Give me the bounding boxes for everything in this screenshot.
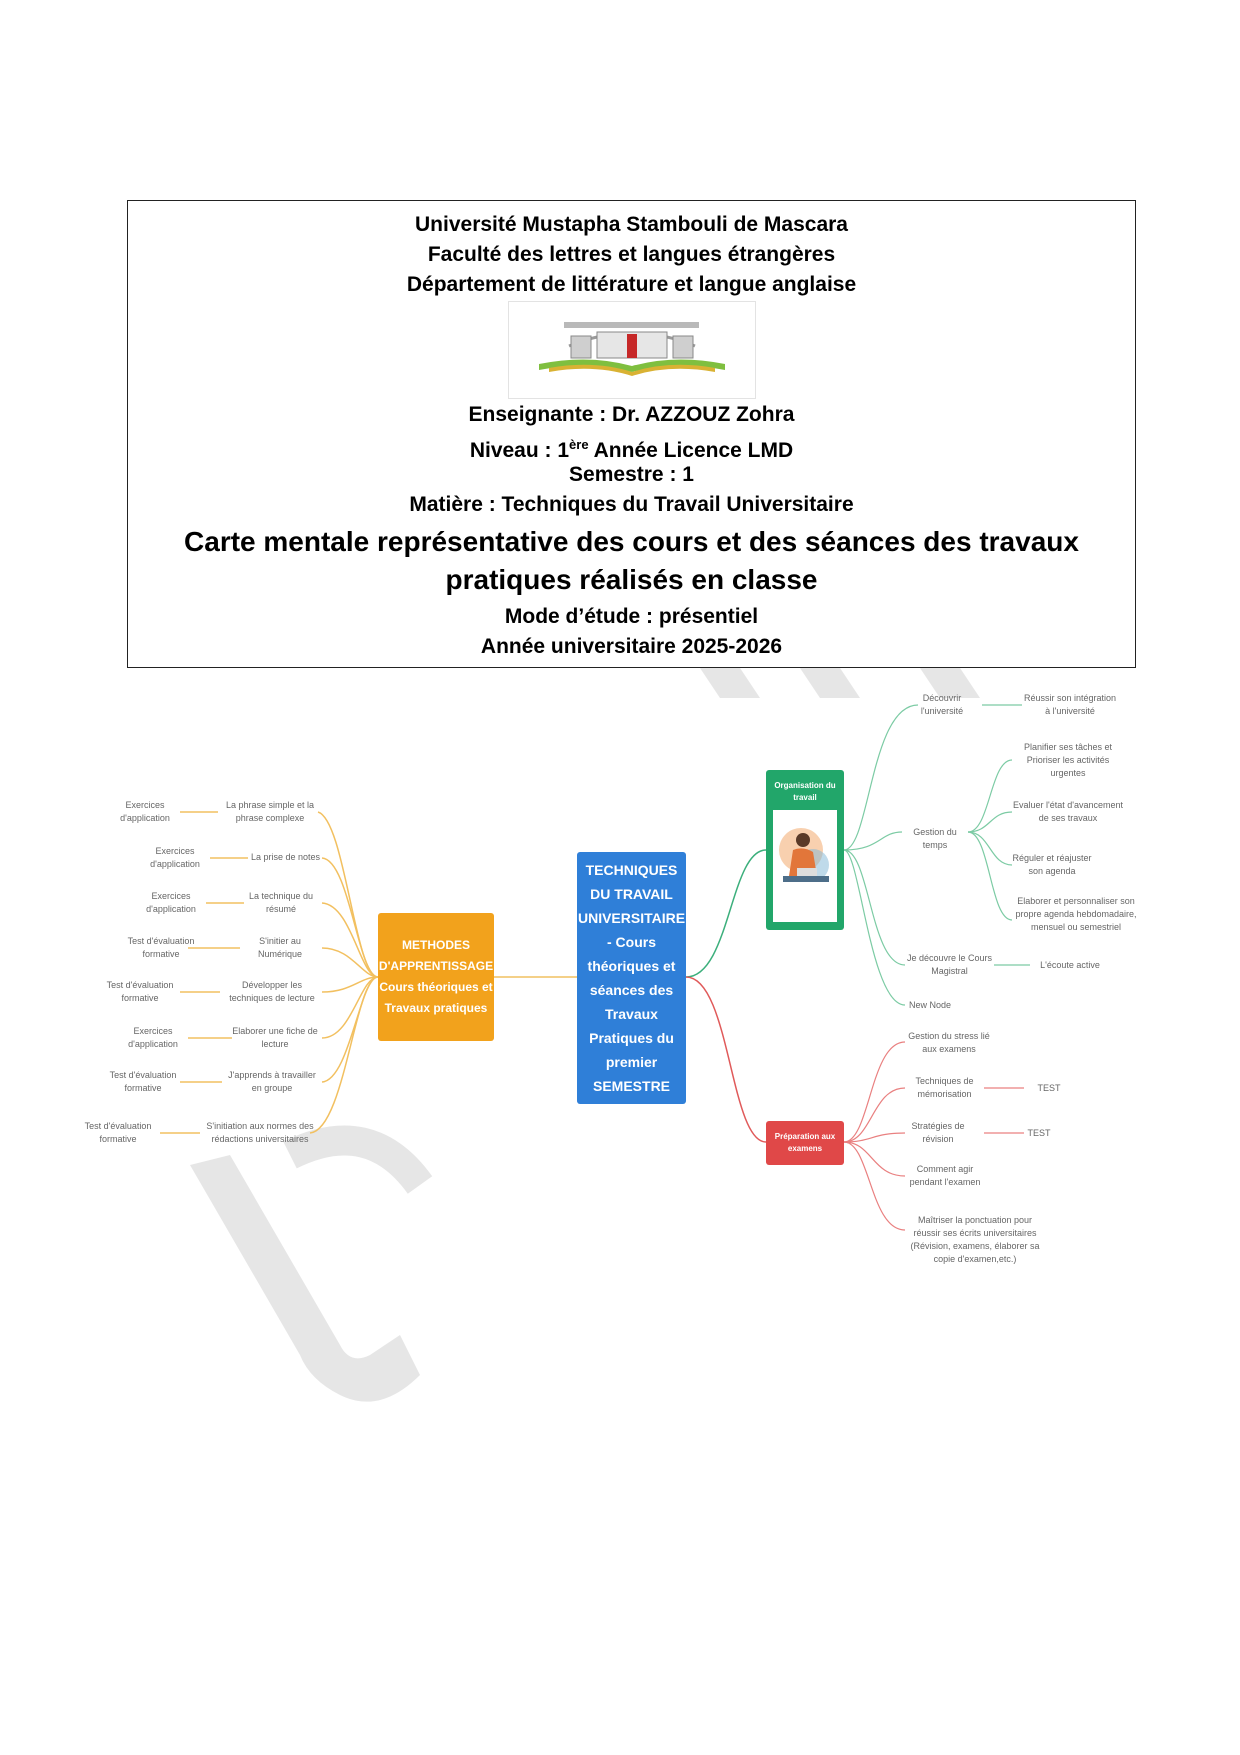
level-prefix: Niveau : 1 [469, 439, 570, 462]
student-illustration-icon [773, 810, 837, 922]
watermark-shape [170, 1125, 470, 1425]
time-leaf-4: Elaborer et personnaliser son propre agenda hebdomadaire, mensuel ou semestriel [1015, 896, 1137, 932]
central-node: TECHNIQUES DU TRAVAIL UNIVERSITAIRE - Cours théoriques et séances des Travaux Pratiques du premier SEMESTRE [577, 852, 686, 1104]
study-mode: Mode d’étude : présentiel [504, 605, 759, 628]
exam-topic-1: Gestion du stress lié aux examens [908, 1031, 990, 1054]
left-activity-8: Test d'évaluation formative [84, 1121, 152, 1144]
exam-topic-3: Stratégies de révision [911, 1121, 965, 1144]
level [128, 431, 1135, 465]
methods-node: METHODES D'APPRENTISSAGE Cours théoriques et Travaux pratiques [378, 913, 494, 1041]
subject: Matière : Techniques du Travail Universitaire [409, 493, 854, 516]
exam-topic-4: Comment agir pendant l'examen [909, 1164, 981, 1187]
faculty-name: Faculté des lettres et langues étrangères [427, 243, 836, 266]
time-leaf-3: Réguler et réajuster son agenda [1012, 853, 1092, 876]
left-activity-7: Test d'évaluation formative [109, 1070, 177, 1093]
level-superscript: ère [569, 437, 589, 452]
header-box [127, 200, 1136, 668]
left-topic-6: Elaborer une fiche de lecture [232, 1026, 318, 1049]
teacher-name: Enseignante : Dr. AZZOUZ Zohra [468, 403, 795, 426]
exam-topic-2: Techniques de mémorisation [915, 1076, 974, 1099]
exam-leaf-3: TEST [1027, 1128, 1051, 1138]
university-logo [508, 301, 756, 399]
left-activity-6: Exercices d'application [128, 1026, 178, 1049]
left-topic-7: J'apprends à travailler en groupe [228, 1070, 316, 1093]
left-activity-2: Exercices d'application [150, 846, 200, 869]
organisation-node [766, 770, 844, 930]
academic-year: Année universitaire 2025-2026 [480, 635, 783, 658]
discover-leaf: Réussir son intégration à l'université [1023, 693, 1117, 716]
time-leaf-1: Planifier ses tâches et Prioriser les activités urgentes [1023, 742, 1113, 778]
left-topic-5: Développer les techniques de lecture [229, 980, 315, 1003]
exam-topic-5: Maîtriser la ponctuation pour réussir ses écrits universitaires (Révision, examens, élaborer sa copie d'examen,etc.) [910, 1215, 1040, 1264]
university-name: Université Mustapha Stambouli de Mascara [415, 213, 848, 236]
left-activity-3: Exercices d'application [146, 891, 196, 914]
time-management: Gestion du temps [913, 827, 957, 850]
logo-icon [509, 302, 755, 398]
doc-title-line1: Carte mentale représentative des cours et des séances des travaux [184, 526, 1079, 557]
department-name: Département de littérature et langue anglaise [406, 273, 857, 296]
left-topic-1: La phrase simple et la phrase complexe [225, 800, 315, 823]
left-topic-4: S'initier au Numérique [257, 936, 303, 959]
left-topic-8: S'initiation aux normes des rédactions universitaires [206, 1121, 314, 1144]
level-suffix: Année Licence LMD [588, 439, 794, 462]
left-topic-2: La prise de notes [250, 852, 321, 862]
semester: Semestre : 1 [569, 463, 694, 486]
discover-university: Découvrir l'université [920, 693, 964, 716]
exam-prep-node: Préparation aux examens [766, 1121, 844, 1165]
time-leaf-2: Evaluer l'état d'avancement de ses travaux [1013, 800, 1123, 823]
doc-title-line2: pratiques réalisés en classe [445, 564, 818, 595]
organisation-label: Organisation du travail [774, 781, 836, 802]
new-node: New Node [908, 1000, 952, 1010]
left-activity-4: Test d'évaluation formative [127, 936, 195, 959]
left-activity-1: Exercices d'application [120, 800, 170, 823]
left-activity-5: Test d'évaluation formative [106, 980, 174, 1003]
exam-leaf-2: TEST [1037, 1083, 1061, 1093]
left-topic-3: La technique du résumé [248, 891, 314, 914]
lecture-leaf: L'écoute active [1040, 960, 1100, 970]
lecture-discovery: Je découvre le Cours Magistral [906, 953, 993, 976]
organisation-illustration [773, 810, 837, 922]
